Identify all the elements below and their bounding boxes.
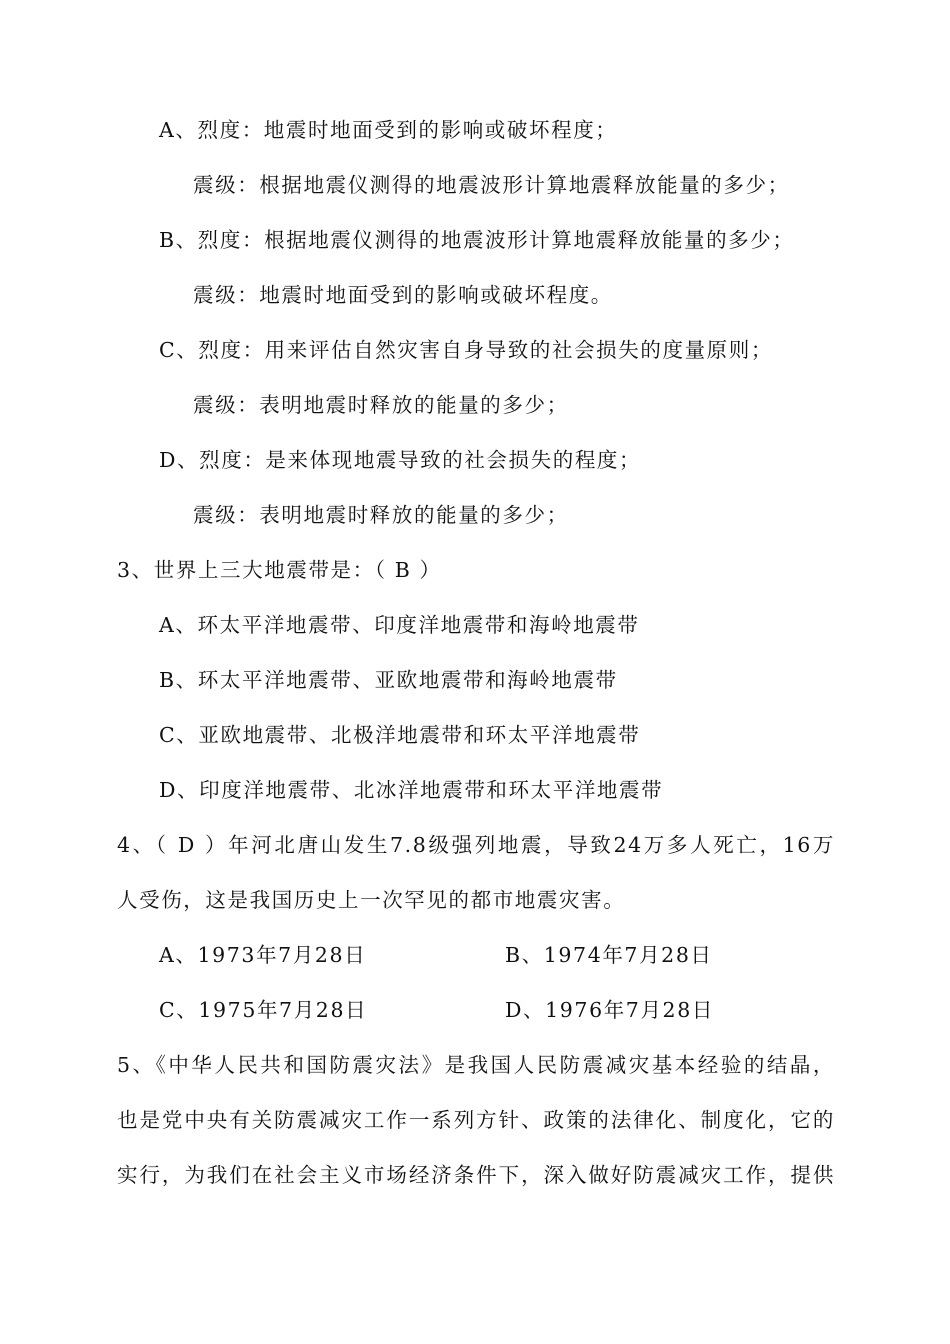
q4-option-d: D、1976年7月28日 [505, 998, 714, 1022]
q2-option-b-magnitude: 震级：地震时地面受到的影响或破坏程度。 [193, 283, 613, 307]
q3-option-a: A、环太平洋地震带、印度洋地震带和海岭地震带 [159, 613, 640, 637]
q5-text-line1: 5、《中华人民共和国防震灾法》是我国人民防震减灾基本经验的结晶， [117, 1053, 835, 1077]
q2-option-d-intensity: D、烈度：是来体现地震导致的社会损失的程度； [159, 448, 642, 472]
q2-option-c-magnitude: 震级：表明地震时释放的能量的多少； [193, 393, 569, 417]
q3-option-d: D、印度洋地震带、北冰洋地震带和环太平洋地震带 [159, 778, 664, 802]
q3-question: 3、世界上三大地震带是：（ B ） [117, 558, 442, 582]
q5-text-line3: 实行，为我们在社会主义市场经济条件下，深入做好防震减灾工作，提供 [117, 1163, 835, 1187]
q2-option-a-magnitude: 震级：根据地震仪测得的地震波形计算地震释放能量的多少； [193, 173, 790, 197]
q5-text-line2: 也是党中央有关防震减灾工作一系列方针、政策的法律化、制度化，它的 [117, 1108, 835, 1132]
q4-question-line1: 4、（ D ）年河北唐山发生7.8级强列地震，导致24万多人死亡，16万 [117, 833, 835, 857]
q4-question-line2: 人受伤，这是我国历史上一次罕见的都市地震灾害。 [117, 888, 626, 912]
q4-option-b: B、1974年7月28日 [505, 943, 713, 967]
q3-option-b: B、环太平洋地震带、亚欧地震带和海岭地震带 [159, 668, 618, 692]
q2-option-a-intensity: A、烈度：地震时地面受到的影响或破坏程度； [159, 118, 618, 142]
q3-option-c: C、亚欧地震带、北极洋地震带和环太平洋地震带 [159, 723, 641, 747]
q2-option-b-intensity: B、烈度：根据地震仪测得的地震波形计算地震释放能量的多少； [159, 228, 795, 252]
q4-option-a: A、1973年7月28日 [159, 943, 367, 967]
q4-option-c: C、1975年7月28日 [159, 998, 368, 1022]
q2-option-d-magnitude: 震级：表明地震时释放的能量的多少； [193, 503, 569, 527]
q2-option-c-intensity: C、烈度：用来评估自然灾害自身导致的社会损失的度量原则； [159, 338, 773, 362]
